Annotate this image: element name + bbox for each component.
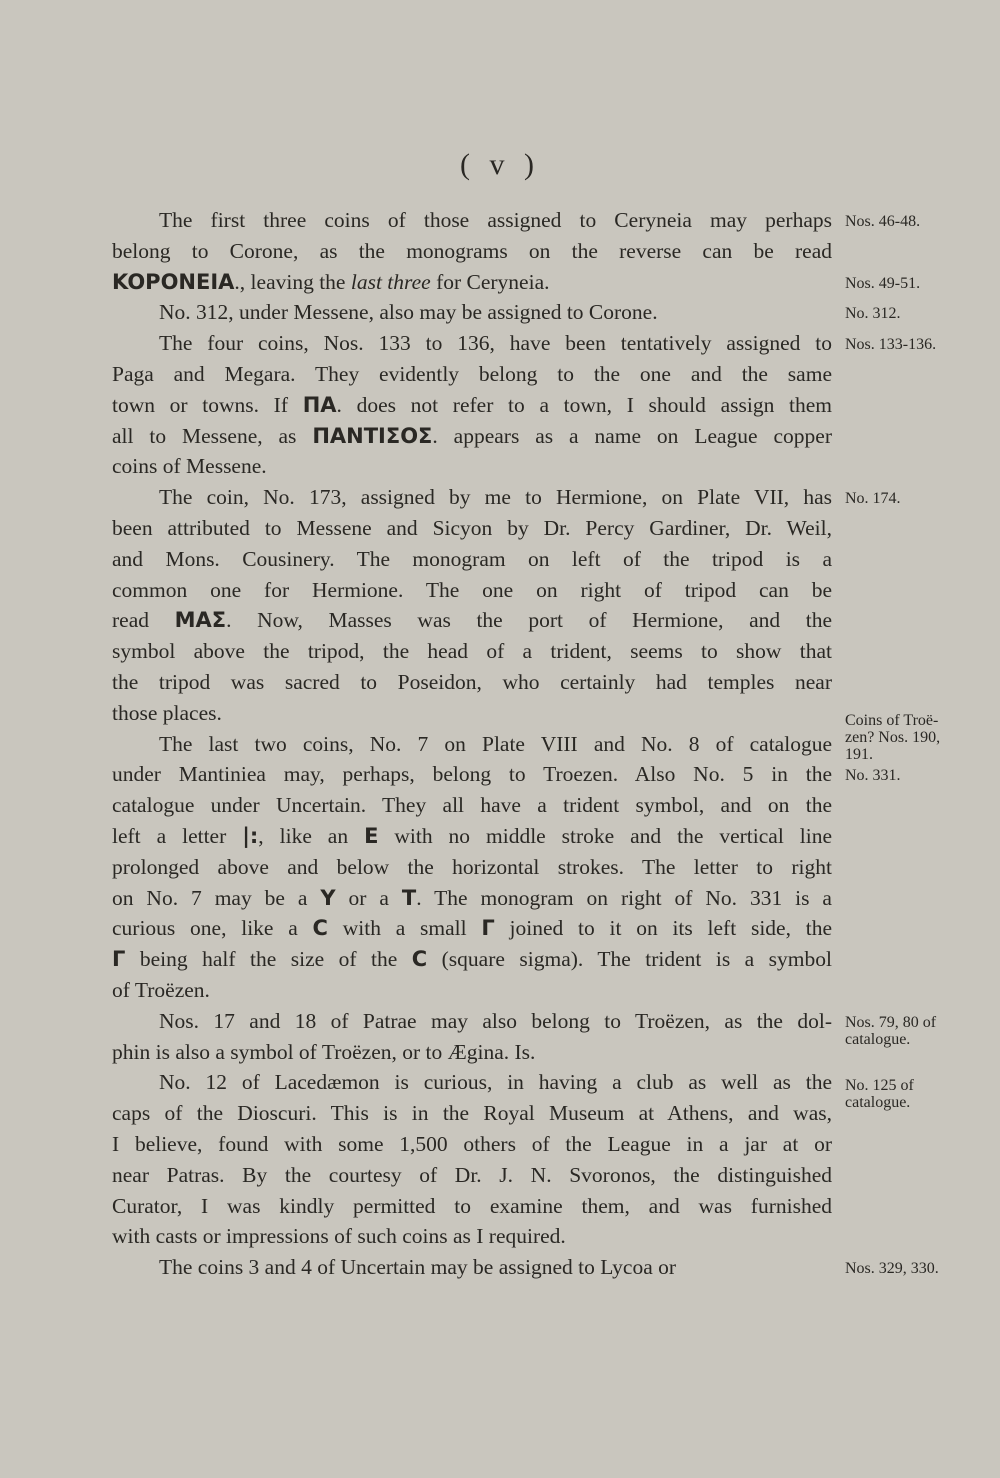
text-line — [112, 944, 832, 975]
text-segment: I believe, found with some 1,500 others of the League in a jar at or — [112, 1131, 832, 1156]
margin-note — [845, 213, 995, 230]
monogram-text: ΠANTIΣOΣ — [312, 423, 433, 448]
margin-note-line: No. 312. — [845, 305, 901, 323]
text-segment: all to Messene, as — [112, 423, 313, 448]
text-segment: The coin, No. 173, assigned by me to Hermione, on Plate VII, has — [159, 485, 832, 510]
text-line — [112, 1252, 832, 1283]
text-line — [112, 698, 832, 729]
margin-note-line: catalogue. — [845, 1030, 911, 1048]
text-segment: with casts or impressions of such coins as I required. — [112, 1224, 566, 1249]
text-segment: for Ceryneia. — [430, 269, 550, 294]
text-line — [112, 575, 832, 606]
text-segment: The four coins, Nos. 133 to 136, have been tentatively assigned to — [159, 331, 832, 356]
text-segment: being half the size of the — [125, 947, 412, 972]
text-line — [112, 390, 832, 421]
text-line — [112, 852, 832, 883]
monogram-text: C — [312, 916, 328, 941]
text-line — [112, 451, 832, 482]
margin-note-line: Nos. 133-136. — [845, 336, 937, 354]
margin-note-line: zen? Nos. 190, — [845, 728, 941, 746]
text-segment: curious one, like a — [112, 916, 313, 941]
text-segment: . Now, Masses was the port of Hermione, and the — [226, 608, 832, 633]
page-number: ( v ) — [460, 148, 540, 181]
text-segment: symbol above the tripod, the head of a trident, seems to show that — [112, 639, 832, 664]
text-line — [112, 913, 832, 944]
monogram-text: T — [401, 885, 417, 910]
text-line — [112, 482, 832, 513]
text-line — [112, 729, 832, 760]
text-segment: , like an — [258, 823, 365, 848]
monogram-text: Y — [320, 885, 336, 910]
text-line — [112, 513, 832, 544]
margin-note — [845, 1077, 995, 1111]
text-line — [112, 883, 832, 914]
text-segment: . appears as a name on League copper — [432, 423, 832, 448]
text-segment: belong to Corone, as the monograms on the reverse can be read — [112, 238, 832, 263]
emphasis-text: last three — [350, 269, 431, 294]
text-segment: Paga and Megara. They evidently belong to the one and the same — [112, 361, 832, 386]
margin-note — [845, 1260, 995, 1277]
text-segment: with no middle stroke and the vertical line — [378, 823, 832, 848]
text-segment: Curator, I was kindly permitted to examine them, and was furnished — [112, 1193, 832, 1218]
monogram-text: Γ — [112, 947, 126, 972]
margin-note — [845, 305, 995, 322]
text-line — [112, 759, 832, 790]
text-segment: Nos. 17 and 18 of Patrae may also belong to Troëzen, as the dol- — [159, 1008, 832, 1033]
text-line — [112, 790, 832, 821]
text-line — [112, 205, 832, 236]
text-line — [112, 667, 832, 698]
text-segment: . does not refer to a town, I should assign them — [336, 392, 832, 417]
margin-note — [845, 275, 995, 292]
text-line — [112, 1006, 832, 1037]
text-segment: those places. — [112, 700, 222, 725]
margin-note — [845, 712, 995, 763]
margin-note — [845, 336, 995, 353]
monogram-text: E — [364, 823, 379, 848]
text-line — [112, 328, 832, 359]
margin-note-line: Coins of Troë- — [845, 711, 939, 729]
text-line — [112, 267, 832, 298]
text-segment: and Mons. Cousinery. The monogram on left of the tripod is a — [112, 546, 832, 571]
text-segment: The coins 3 and 4 of Uncertain may be assigned to Lycoa or — [159, 1255, 677, 1280]
text-segment: phin is also a symbol of Troëzen, or to Ægina. Is. — [112, 1039, 536, 1064]
text-segment: left a letter — [112, 823, 243, 848]
text-segment: The last two coins, No. 7 on Plate VIII and No. 8 of catalogue — [159, 731, 832, 756]
text-segment: with a small — [327, 916, 482, 941]
text-line — [112, 1037, 832, 1068]
margin-note — [845, 490, 995, 507]
text-line — [112, 821, 832, 852]
text-line — [112, 1098, 832, 1129]
margin-note — [845, 1014, 995, 1048]
text-line — [112, 544, 832, 575]
margin-note-line: Nos. 46-48. — [845, 213, 921, 230]
margin-note-line: No. 174. — [845, 490, 901, 508]
text-line — [112, 1160, 832, 1191]
margin-note-line: No. 331. — [845, 767, 901, 785]
text-segment: near Patras. By the courtesy of Dr. J. N. Svoronos, the distinguished — [112, 1162, 832, 1187]
text-segment: catalogue under Uncertain. They all have a trident symbol, and on the — [112, 793, 832, 818]
text-segment: common one for Hermione. The one on right of tripod can be — [112, 577, 832, 602]
body-text — [112, 205, 832, 1283]
text-line — [112, 975, 832, 1006]
monogram-text: ΠA — [302, 392, 337, 417]
text-segment: the tripod was sacred to Poseidon, who certainly had temples near — [112, 669, 832, 694]
text-line — [112, 236, 832, 267]
monogram-text: KOPONEIA — [112, 269, 235, 294]
monogram-text: Γ — [481, 916, 495, 941]
text-segment: of Troëzen. — [112, 977, 210, 1002]
margin-note-line: Nos. 329, 330. — [845, 1260, 939, 1278]
text-segment: No. 12 of Lacedæmon is curious, in having a club as well as the — [159, 1070, 832, 1095]
monogram-text: C — [411, 947, 428, 972]
text-segment: No. 312, under Messene, also may be assigned to Corone. — [159, 300, 658, 325]
text-segment: prolonged above and below the horizontal strokes. The letter to right — [112, 854, 832, 879]
text-line — [112, 421, 832, 452]
text-segment: town or towns. If — [112, 392, 303, 417]
margin-note-line: Nos. 49-51. — [845, 274, 921, 292]
text-segment: or a — [335, 885, 402, 910]
text-line — [112, 636, 832, 667]
margin-note-line: Nos. 79, 80 of — [845, 1013, 937, 1031]
text-line — [112, 1129, 832, 1160]
margin-note-line: catalogue. — [845, 1094, 911, 1112]
text-segment: ., leaving the — [234, 269, 351, 294]
text-segment: . The monogram on right of No. 331 is a — [416, 885, 832, 910]
text-line — [112, 297, 832, 328]
text-segment: joined to it on its left side, the — [494, 916, 832, 941]
monogram-text: |: — [242, 823, 259, 848]
text-segment: under Mantiniea may, perhaps, belong to Troezen. Also No. 5 in the — [112, 762, 832, 787]
margin-note-line: 191. — [845, 745, 873, 763]
monogram-text: MAΣ — [174, 608, 227, 633]
text-segment: been attributed to Messene and Sicyon by Dr. Percy Gardiner, Dr. Weil, — [112, 515, 832, 540]
text-segment: on No. 7 may be a — [112, 885, 321, 910]
text-segment: read — [112, 608, 175, 633]
text-line — [112, 605, 832, 636]
text-line — [112, 1191, 832, 1222]
margin-note — [845, 767, 995, 784]
text-line — [112, 359, 832, 390]
margin-note-line: No. 125 of — [845, 1077, 914, 1095]
text-segment: (square sigma). The trident is a symbol — [427, 947, 832, 972]
text-segment: caps of the Dioscuri. This is in the Royal Museum at Athens, and was, — [112, 1101, 832, 1126]
text-segment: coins of Messene. — [112, 454, 267, 479]
text-line — [112, 1221, 832, 1252]
text-line — [112, 1067, 832, 1098]
text-segment: The first three coins of those assigned to Ceryneia may perhaps — [159, 208, 832, 232]
